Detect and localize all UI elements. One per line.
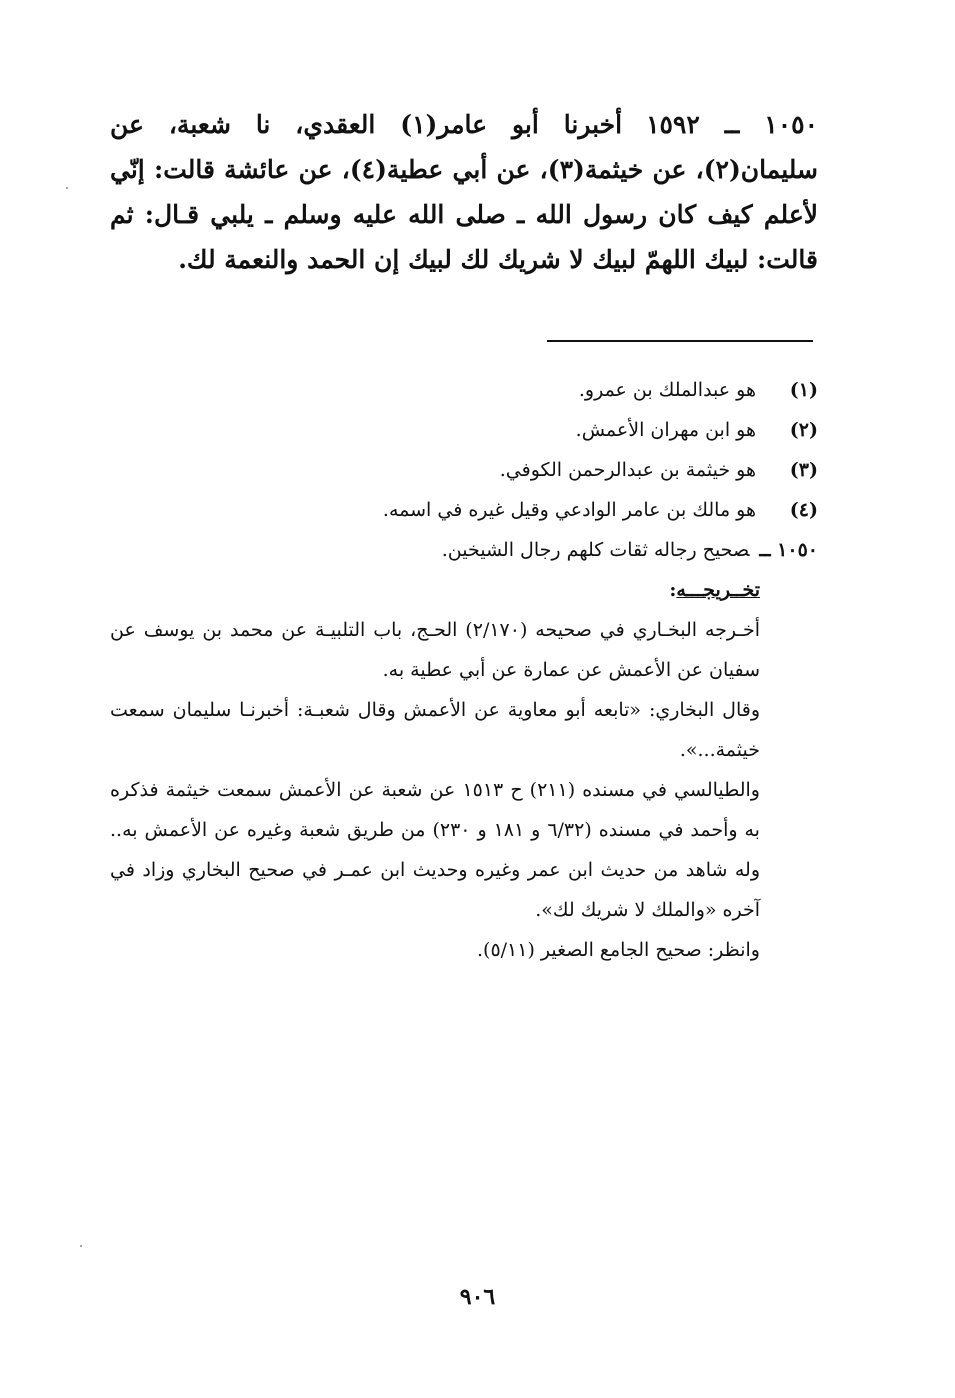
takhrij-paragraph: والطيالسي في مسنده (٢١١) ح ١٥١٣ عن شعبة عن الأعمش سمعت خيثمة فذكره به وأحمد في مسنده (٦/٣٢ و ١٨١ و ٢٣٠) من طريق شعبة وغيره عن الأعمش به.. وله شاهد من حديث ابن عمر وغيره وحديث ابن عمـر في صحيح البخاري وزاد في آخره «والملك لا شريك لك». — [110, 779, 760, 921]
footnote-divider — [547, 340, 813, 342]
hadith-number: ١٠٥٠ ــ ١٥٩٢ — [646, 110, 818, 139]
scan-speck — [80, 1245, 82, 1247]
hadith-text-block — [110, 102, 818, 282]
footnote-text: هو ابن مهران الأعمش. — [575, 419, 756, 441]
footnote-number: (٢) — [789, 419, 818, 441]
footnote-item — [110, 450, 818, 490]
footnote-number: (٤) — [789, 499, 818, 521]
takhrij-paragraph: أخـرجه البخـاري في صحيحه (٢/١٧٠) الحـج، باب التلبيـة عن محمد بن يوسف عن سفيان عن الأعمش عن عمارة عن أبي عطية به. — [110, 619, 761, 681]
takhrij-heading — [110, 570, 760, 610]
page-number: ٩٠٦ — [459, 1284, 496, 1310]
grade-text: صحيح رجاله ثقات كلهم رجال الشيخين. — [441, 539, 750, 561]
footnote-item — [110, 410, 818, 450]
footnote-text: هو خيثمة بن عبدالرحمن الكوفي. — [499, 459, 756, 481]
takhrij-paragraph: وقال البخاري: «تابعه أبو معاوية عن الأعمش وقال شعبـة: أخبرنـا سليمان سمعت خيثمة...». — [110, 699, 760, 761]
scan-speck — [66, 187, 68, 189]
footnote-number: (٣) — [789, 459, 818, 481]
hadith-grade — [110, 530, 818, 570]
footnotes-block — [110, 370, 818, 570]
footnote-number: (١) — [789, 379, 818, 401]
hadith-body: أخبرنا أبو عامر(١) العقدي، نا شعبة، عن سليمان(٢)، عن خيثمة(٣)، عن أبي عطية(٤)، عن عائشة قالت: إنّي لأعلم كيف كان رسول الله ـ صلى الله عليه وسلم ـ يلبي قـال: ثم قالت: لبيك اللهمّ لبيك لا شريك لك لبيك إن الحمد والنعمة لك. — [110, 110, 818, 274]
footnote-item — [110, 370, 818, 410]
takhrij-colon: : — [669, 579, 677, 601]
footnote-item — [110, 490, 818, 530]
takhrij-block — [110, 570, 760, 970]
takhrij-title: تخــريجـــه — [676, 579, 760, 601]
footnote-text: هو عبدالملك بن عمرو. — [578, 379, 756, 401]
takhrij-paragraph: وانظر: صحيح الجامع الصغير (٥/١١). — [476, 939, 760, 961]
footnote-text: هو مالك بن عامر الوادعي وقيل غيره في اسمه. — [382, 499, 756, 521]
hadith-paragraph — [110, 102, 818, 282]
grade-number: ١٠٥٠ ــ — [759, 539, 818, 561]
